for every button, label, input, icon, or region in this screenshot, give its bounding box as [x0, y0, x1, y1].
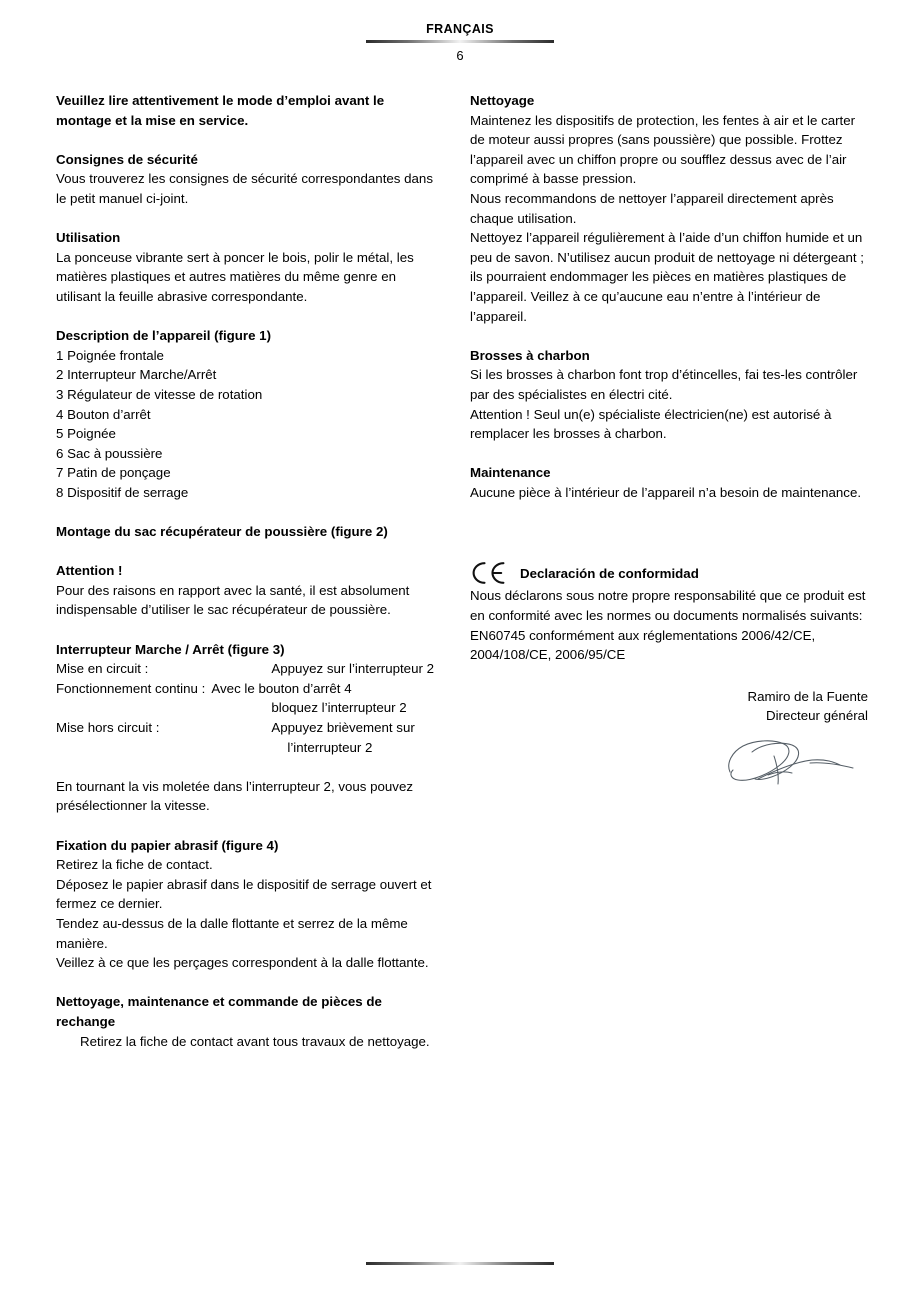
- list-item: 2 Interrupteur Marche/Arrêt: [56, 367, 217, 383]
- table-row: [56, 738, 434, 758]
- list-item: 8 Dispositif de serrage: [56, 484, 189, 500]
- switch-label: Mise hors circuit :: [56, 720, 160, 735]
- maintenance-body: Aucune pièce à l’intérieur de l’appareil n’a besoin de maintenance.: [470, 484, 862, 500]
- brushes-paragraph: Si les brosses à charbon font trop d’étincelles, fai tes-les contrôler par des spécialistes en électri cité.: [470, 367, 858, 402]
- brushes-heading: Brosses à charbon: [470, 347, 590, 363]
- list-item: 1 Poignée frontale: [56, 347, 164, 363]
- switch-label: Fonctionnement continu :: [56, 680, 206, 696]
- maintenance-order-body: Retirez la fiche de contact avant tous travaux de nettoyage.: [80, 1033, 430, 1049]
- dustbag-heading: Montage du sac récupérateur de poussière (figure 2): [56, 524, 388, 540]
- list-item: 6 Sac à poussière: [56, 445, 163, 461]
- sandpaper-step: Déposez le papier abrasif dans le dispositif de serrage ouvert et fermez ce dernier.: [56, 876, 432, 912]
- signer-name: Ramiro de la Fuente: [747, 688, 868, 704]
- table-row: [56, 659, 434, 679]
- switch-value: Appuyez sur l’interrupteur 2: [271, 661, 434, 677]
- cleaning-heading: Nettoyage: [470, 93, 535, 108]
- switch-value-cont: bloquez l’interrupteur 2: [271, 700, 407, 716]
- sandpaper-step: Veillez à ce que les perçages correspondent à la dalle flottante.: [56, 955, 429, 971]
- page-number: 6: [456, 48, 464, 63]
- usage-body: La ponceuse vibrante sert à poncer le bois, polir le métal, les matières plastiques et autres matières du même genre en utilisant la feuille abrasive correspondante.: [56, 249, 414, 304]
- table-row: [56, 698, 434, 718]
- attention-body: Pour des raisons en rapport avec la santé, il est absolument indispensable d’utiliser le sac récupérateur de poussière.: [56, 582, 410, 618]
- cleaning-paragraph: Nettoyez l’appareil régulièrement à l’aide d’un chiffon humide et un peu de savon. N’utilisez aucun produit de nettoyage ni détergeant ; ils pourraient endommager les pièces en matières plastiques de l’appareil. Veillez à ce qu’aucune eau n’entre à l’intérieur de l’appareil.: [470, 230, 865, 324]
- declaration-title: Declaración de conformidad: [520, 565, 699, 581]
- safety-body: Vous trouverez les consignes de sécurité correspondantes dans le petit manuel ci-joint.: [56, 171, 433, 206]
- footer-rule: [366, 1262, 554, 1265]
- switch-label: Mise en circuit :: [56, 661, 149, 677]
- attention-heading: Attention !: [56, 563, 123, 579]
- cleaning-paragraph: Nous recommandons de nettoyer l’appareil directement après chaque utilisation.: [470, 190, 834, 226]
- signer-block: [470, 687, 868, 794]
- table-row: [56, 679, 434, 699]
- description-heading: Description de l’appareil (figure 1): [56, 328, 272, 344]
- left-column: [56, 91, 434, 1051]
- intro-heading: Veuillez lire attentivement le mode d’emploi avant le montage et la mise en service.: [56, 93, 385, 128]
- usage-heading: Utilisation: [56, 230, 121, 246]
- switch-value-cont: l’interrupteur 2: [287, 739, 373, 755]
- list-item: 7 Patin de ponçage: [56, 465, 171, 481]
- switch-label-empty: [56, 698, 211, 718]
- page-footer: [0, 1262, 920, 1265]
- right-column: [470, 91, 868, 794]
- switch-value: Appuyez brièvement sur: [271, 720, 415, 735]
- signature-icon: [722, 732, 860, 794]
- sandpaper-heading: Fixation du papier abrasif (figure 4): [56, 837, 279, 853]
- page-header: [0, 22, 920, 64]
- declaration-body: Nous déclarons sous notre propre responsabilité que ce produit est en conformité avec les normes ou documents normalisés suivants: EN60745 conformément aux réglementations 2006/42/CE, 2004/108/CE, 2006/95/CE: [470, 588, 866, 663]
- switch-label-empty: [56, 738, 211, 758]
- header-language-title: FRANÇAIS: [426, 22, 494, 36]
- table-row: [56, 718, 434, 738]
- list-item: 5 Poignée: [56, 426, 116, 442]
- ce-mark-icon: [470, 560, 508, 586]
- switch-value: Avec le bouton d’arrêt 4: [211, 680, 352, 696]
- cleaning-paragraph: Maintenez les dispositifs de protection, les fentes à air et le carter de moteur aussi propres (sans poussière) que possible. Frottez l’appareil avec un chiffon propre ou soufflez dessus avec de l’air comprimé à basse pression.: [470, 112, 856, 187]
- sandpaper-step: Retirez la fiche de contact.: [56, 857, 213, 873]
- switch-heading: Interrupteur Marche / Arrêt (figure 3): [56, 641, 285, 657]
- switch-note: En tournant la vis moletée dans l’interrupteur 2, vous pouvez présélectionner la vitesse.: [56, 778, 414, 814]
- maintenance-heading: Maintenance: [470, 465, 551, 481]
- declaration-heading-row: [470, 560, 868, 586]
- header-rule: [366, 40, 554, 43]
- sandpaper-step: Tendez au-dessus de la dalle flottante et serrez de la même manière.: [56, 915, 408, 951]
- brushes-paragraph: Attention ! Seul un(e) spécialiste électricien(ne) est autorisé à remplacer les brosses à charbon.: [470, 406, 832, 442]
- list-item: 4 Bouton d’arrêt: [56, 406, 151, 422]
- signer-title: Directeur général: [766, 708, 868, 724]
- list-item: 3 Régulateur de vitesse de rotation: [56, 386, 263, 402]
- maintenance-order-heading: Nettoyage, maintenance et commande de pièces de rechange: [56, 994, 382, 1029]
- switch-table: [56, 659, 434, 757]
- safety-heading: Consignes de sécurité: [56, 151, 198, 167]
